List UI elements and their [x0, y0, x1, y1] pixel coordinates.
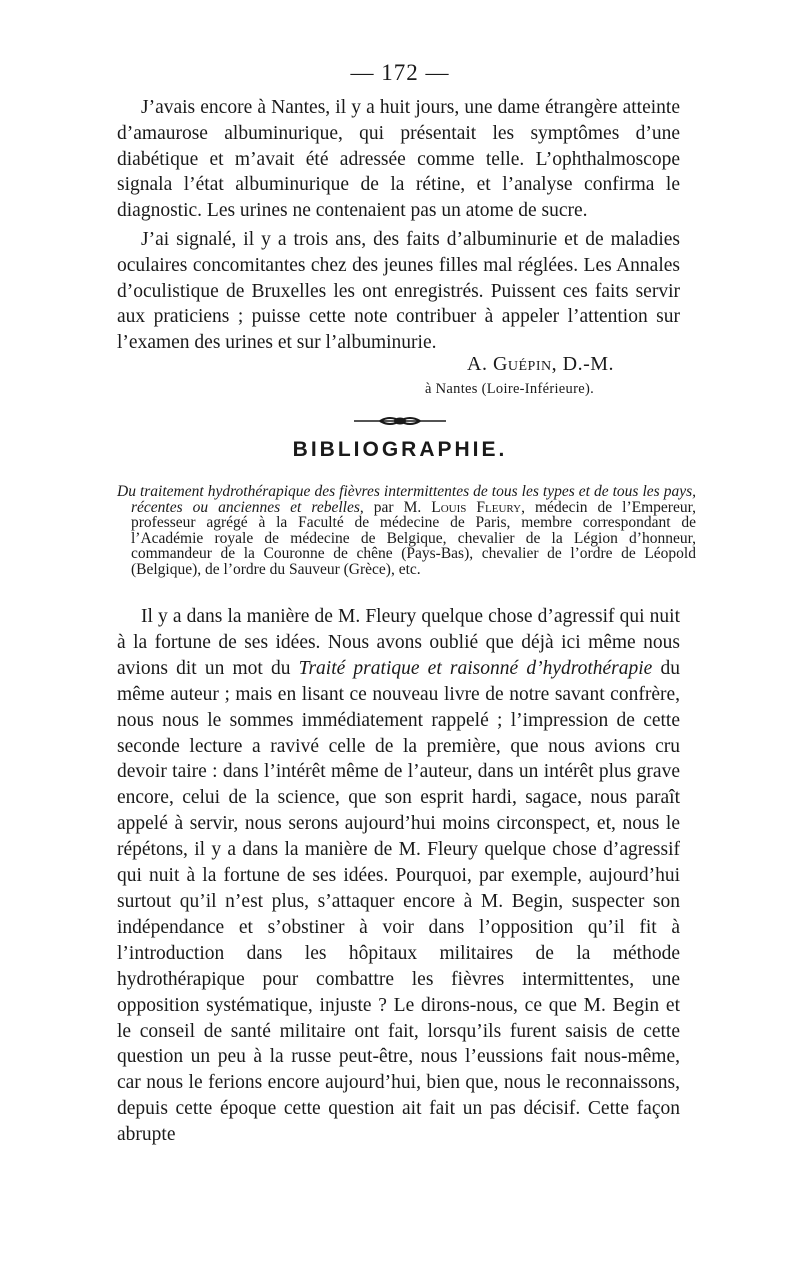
book-author: Louis Fleury — [431, 498, 522, 516]
page-number: — 172 — — [350, 60, 450, 85]
author-details: , médecin de l’Empereur, professeur agrégé à la Faculté de médecine de Paris, membre correspondant de l’Académie royale de médecine de Belgique, chevalier de la Légion d’honneur, commandeur de la Couronne de chêne (Pays-Bas), chevalier de l’ordre de Léopold (Belgique), de l’ordre du Sauveur (Grèce), etc. — [131, 498, 697, 578]
signature-name: Guépin — [492, 353, 552, 375]
signature-initial: A. — [467, 353, 488, 375]
author-signature — [467, 353, 614, 376]
bibliography-by: , par M. — [359, 498, 432, 516]
signature-degree: , D.-M. — [551, 353, 615, 375]
paragraph-albuminurie: J’ai signalé, il y a trois ans, des faits d’albuminurie et de maladies oculaires concomitantes chez des jeunes filles mal réglées. Les Annales d’oculistique de Bruxelles les ont enregistrés. Puissent ces faits servir aux praticiens ; puisse cette note contribuer à appeler l’attention sur l’examen des urines et sur l’albuminurie. — [117, 229, 680, 354]
paragraph-review — [117, 604, 680, 1148]
review-text-start: Il y a dans la manière de M. Fleury quelque chose d’agressif qui nuit à la fortune de ses idées. Nous avons oublié que déjà ici même nous avions dit un mot du — [117, 606, 680, 679]
review-text-continued: du même auteur ; mais en lisant ce nouveau livre de notre savant confrère, nous nous le sommes immédiatement rappelé ; l’impression de cette seconde lecture a ravivé celle de la première, que nous avions cru devoir taire : dans l’intérêt même de l’auteur, dans un intérêt plus grave encore, celui de la science, que son esprit hardi, sagace, nous paraît appelé à servir, nous serons aujourd’hui moins circonspect, et, nous le répétons, il y a dans la manière de M. Fleury quelque chose d’agressif qui nuit à la fortune de ses idées. Pourquoi, par exemple, aujourd’hui surtout qu’il n’est plus, s’attaquer encore à M. Begin, suspecter son indépendance et s’obstiner à voir dans l’opposition qu’il fit à l’introduction dans les hôpitaux militaires de la méthode hydrothérapique pour combattre les fièvres intermittentes, une opposition systématique, injuste ? Le dirons-nous, ce que M. Begin et le conseil de santé militaire ont fait, lorsqu’ils furent saisis de cette question un peu à la russe peut-être, nous l’eussions fait nous-même, car nous le ferions encore aujourd’hui, bien que, nous le reconnaissons, depuis cette époque cette question ait fait un pas décisif. Cette façon abrupte — [117, 657, 681, 1146]
section-title: BIBLIOGRAPHIE. — [292, 438, 508, 461]
paragraph-amaurose: J’avais encore à Nantes, il y a huit jours, une dame étrangère atteinte d’amaurose albuminurique, qui présentait les symptômes d’une diabétique et m’avait été adressée comme telle. L’ophthalmoscope signala l’état albuminurique de la rétine, et l’analyse confirma le diagnostic. Les urines ne contenaient pas un atome de sucre. — [117, 97, 680, 222]
bibliography-entry — [117, 484, 696, 578]
signature-location: à Nantes (Loire-Inférieure). — [425, 381, 595, 397]
cited-work-title: Traité pratique et raisonné d’hydrothérapie — [298, 657, 653, 679]
book-title: Du traitement hydrothérapique des fièvres intermittentes de tous les types et de tous les pays, récentes ou anciennes et rebelles — [117, 483, 696, 516]
ornament-divider-icon — [350, 415, 450, 427]
